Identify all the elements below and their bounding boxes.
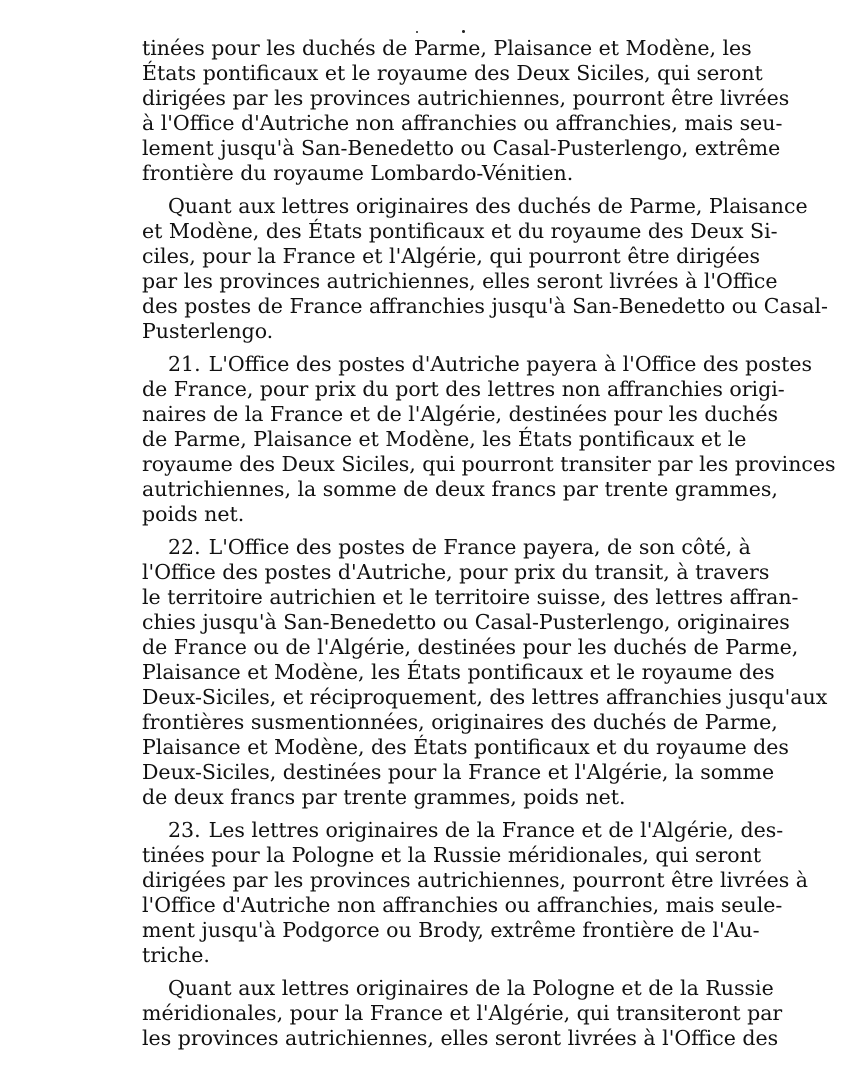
text-line [142, 111, 783, 136]
text-line [142, 452, 836, 477]
line-text: de Parme, Plaisance et Modène, les États pontificaux et le [142, 427, 747, 451]
line-text: Plaisance et Modène, des États pontificaux et du royaume des [142, 735, 789, 759]
paragraph-3 [142, 352, 836, 527]
line-text: Quant aux lettres originaires des duchés de Parme, Plaisance [168, 194, 808, 218]
line-text: frontière du royaume Lombardo-Vénitien. [142, 161, 574, 185]
line-text: dirigées par les provinces autrichiennes, pourront être livrées [142, 86, 790, 110]
text-line [142, 269, 778, 294]
text-line [142, 660, 775, 685]
line-text: L'Office des postes de France payera, de son côté, à [208, 535, 751, 559]
line-text: États pontificaux et le royaume des Deux Siciles, qui seront [142, 61, 763, 85]
paragraph-2 [142, 194, 828, 344]
line-text: autrichiennes, la somme de deux francs par trente grammes, [142, 477, 778, 501]
text-line [142, 1001, 783, 1026]
line-text: naires de la France et de l'Algérie, destinées pour les duchés [142, 402, 779, 426]
text-line [142, 535, 751, 560]
line-text: Quant aux lettres originaires de la Pologne et de la Russie [168, 976, 774, 1000]
text-line [142, 585, 799, 610]
print-speck [416, 31, 418, 33]
text-line [142, 502, 744, 527]
text-line [142, 893, 783, 918]
line-text: l'Office d'Autriche non affranchies ou affranchies, mais seule- [142, 893, 783, 917]
paragraph-6 [142, 976, 783, 1051]
line-text: Plaisance et Modène, les États pontificaux et le royaume des [142, 660, 775, 684]
paragraph-5 [142, 818, 808, 968]
line-text: méridionales, pour la France et l'Algérie, qui transiteront par [142, 1001, 783, 1025]
line-text: triche. [142, 943, 210, 967]
line-text: poids net. [142, 502, 245, 526]
text-line [142, 402, 779, 427]
line-text: de France, pour prix du port des lettres non affranchies origi- [142, 377, 785, 401]
text-line [142, 735, 789, 760]
text-line [142, 477, 778, 502]
text-line [142, 219, 778, 244]
line-text: le territoire autrichien et le territoire suisse, des lettres affran- [142, 585, 799, 609]
paragraph-4 [142, 535, 828, 810]
text-line [142, 319, 744, 344]
text-line [142, 785, 744, 810]
text-line [142, 377, 785, 402]
line-text: l'Office des postes d'Autriche, pour prix du transit, à travers [142, 560, 770, 584]
line-text: tinées pour la Pologne et la Russie méridionales, qui seront [142, 843, 762, 867]
text-line [142, 818, 784, 843]
article-number: 22. [168, 535, 201, 559]
text-line [142, 1026, 779, 1051]
print-speck [462, 30, 465, 33]
text-line [142, 136, 781, 161]
text-line [142, 294, 828, 319]
line-text: frontières susmentionnées, originaires des duchés de Parme, [142, 710, 778, 734]
article-number: 21. [168, 352, 201, 376]
line-text: de deux francs par trente grammes, poids net. [142, 785, 626, 809]
text-line [142, 685, 828, 710]
line-text: dirigées par les provinces autrichiennes, pourront être livrées à [142, 868, 808, 892]
text-line [142, 868, 808, 893]
line-text: ciles, pour la France et l'Algérie, qui pourront être dirigées [142, 244, 761, 268]
text-line [142, 427, 747, 452]
line-text: par les provinces autrichiennes, elles seront livrées à l'Office [142, 269, 778, 293]
text-line [142, 943, 744, 968]
text-line [142, 244, 761, 269]
text-line [142, 918, 760, 943]
line-text: royaume des Deux Siciles, qui pourront transiter par les provinces [142, 452, 836, 476]
line-text: et Modène, des États pontificaux et du royaume des Deux Si- [142, 219, 778, 243]
text-line [142, 86, 790, 111]
text-body [142, 36, 836, 1051]
line-text: chies jusqu'à San-Benedetto ou Casal-Pusterlengo, originaires [142, 610, 790, 634]
line-text: tinées pour les duchés de Parme, Plaisance et Modène, les [142, 36, 752, 60]
text-line [142, 161, 744, 186]
text-line [142, 352, 813, 377]
text-line [142, 560, 770, 585]
text-line [142, 610, 790, 635]
line-text: Les lettres originaires de la France et de l'Algérie, des- [208, 818, 784, 842]
text-line [142, 843, 762, 868]
text-line [142, 194, 808, 219]
line-text: Pusterlengo. [142, 319, 274, 343]
text-line [142, 976, 774, 1001]
line-text: à l'Office d'Autriche non affranchies ou affranchies, mais seu- [142, 111, 783, 135]
line-text: lement jusqu'à San-Benedetto ou Casal-Pusterlengo, extrême [142, 136, 781, 160]
line-text: Deux-Siciles, et réciproquement, des lettres affranchies jusqu'aux [142, 685, 828, 709]
line-text: Deux-Siciles, destinées pour la France et l'Algérie, la somme [142, 760, 775, 784]
text-line [142, 635, 799, 660]
line-text: des postes de France affranchies jusqu'à San-Benedetto ou Casal- [142, 294, 828, 318]
paragraph-1 [142, 36, 790, 186]
line-text: L'Office des postes d'Autriche payera à l'Office des postes [208, 352, 813, 376]
article-number: 23. [168, 818, 201, 842]
text-line [142, 36, 752, 61]
text-line [142, 61, 763, 86]
text-line [142, 710, 778, 735]
line-text: ment jusqu'à Podgorce ou Brody, extrême frontière de l'Au- [142, 918, 760, 942]
line-text: les provinces autrichiennes, elles seront livrées à l'Office des [142, 1026, 779, 1050]
line-text: de France ou de l'Algérie, destinées pour les duchés de Parme, [142, 635, 799, 659]
text-line [142, 760, 775, 785]
